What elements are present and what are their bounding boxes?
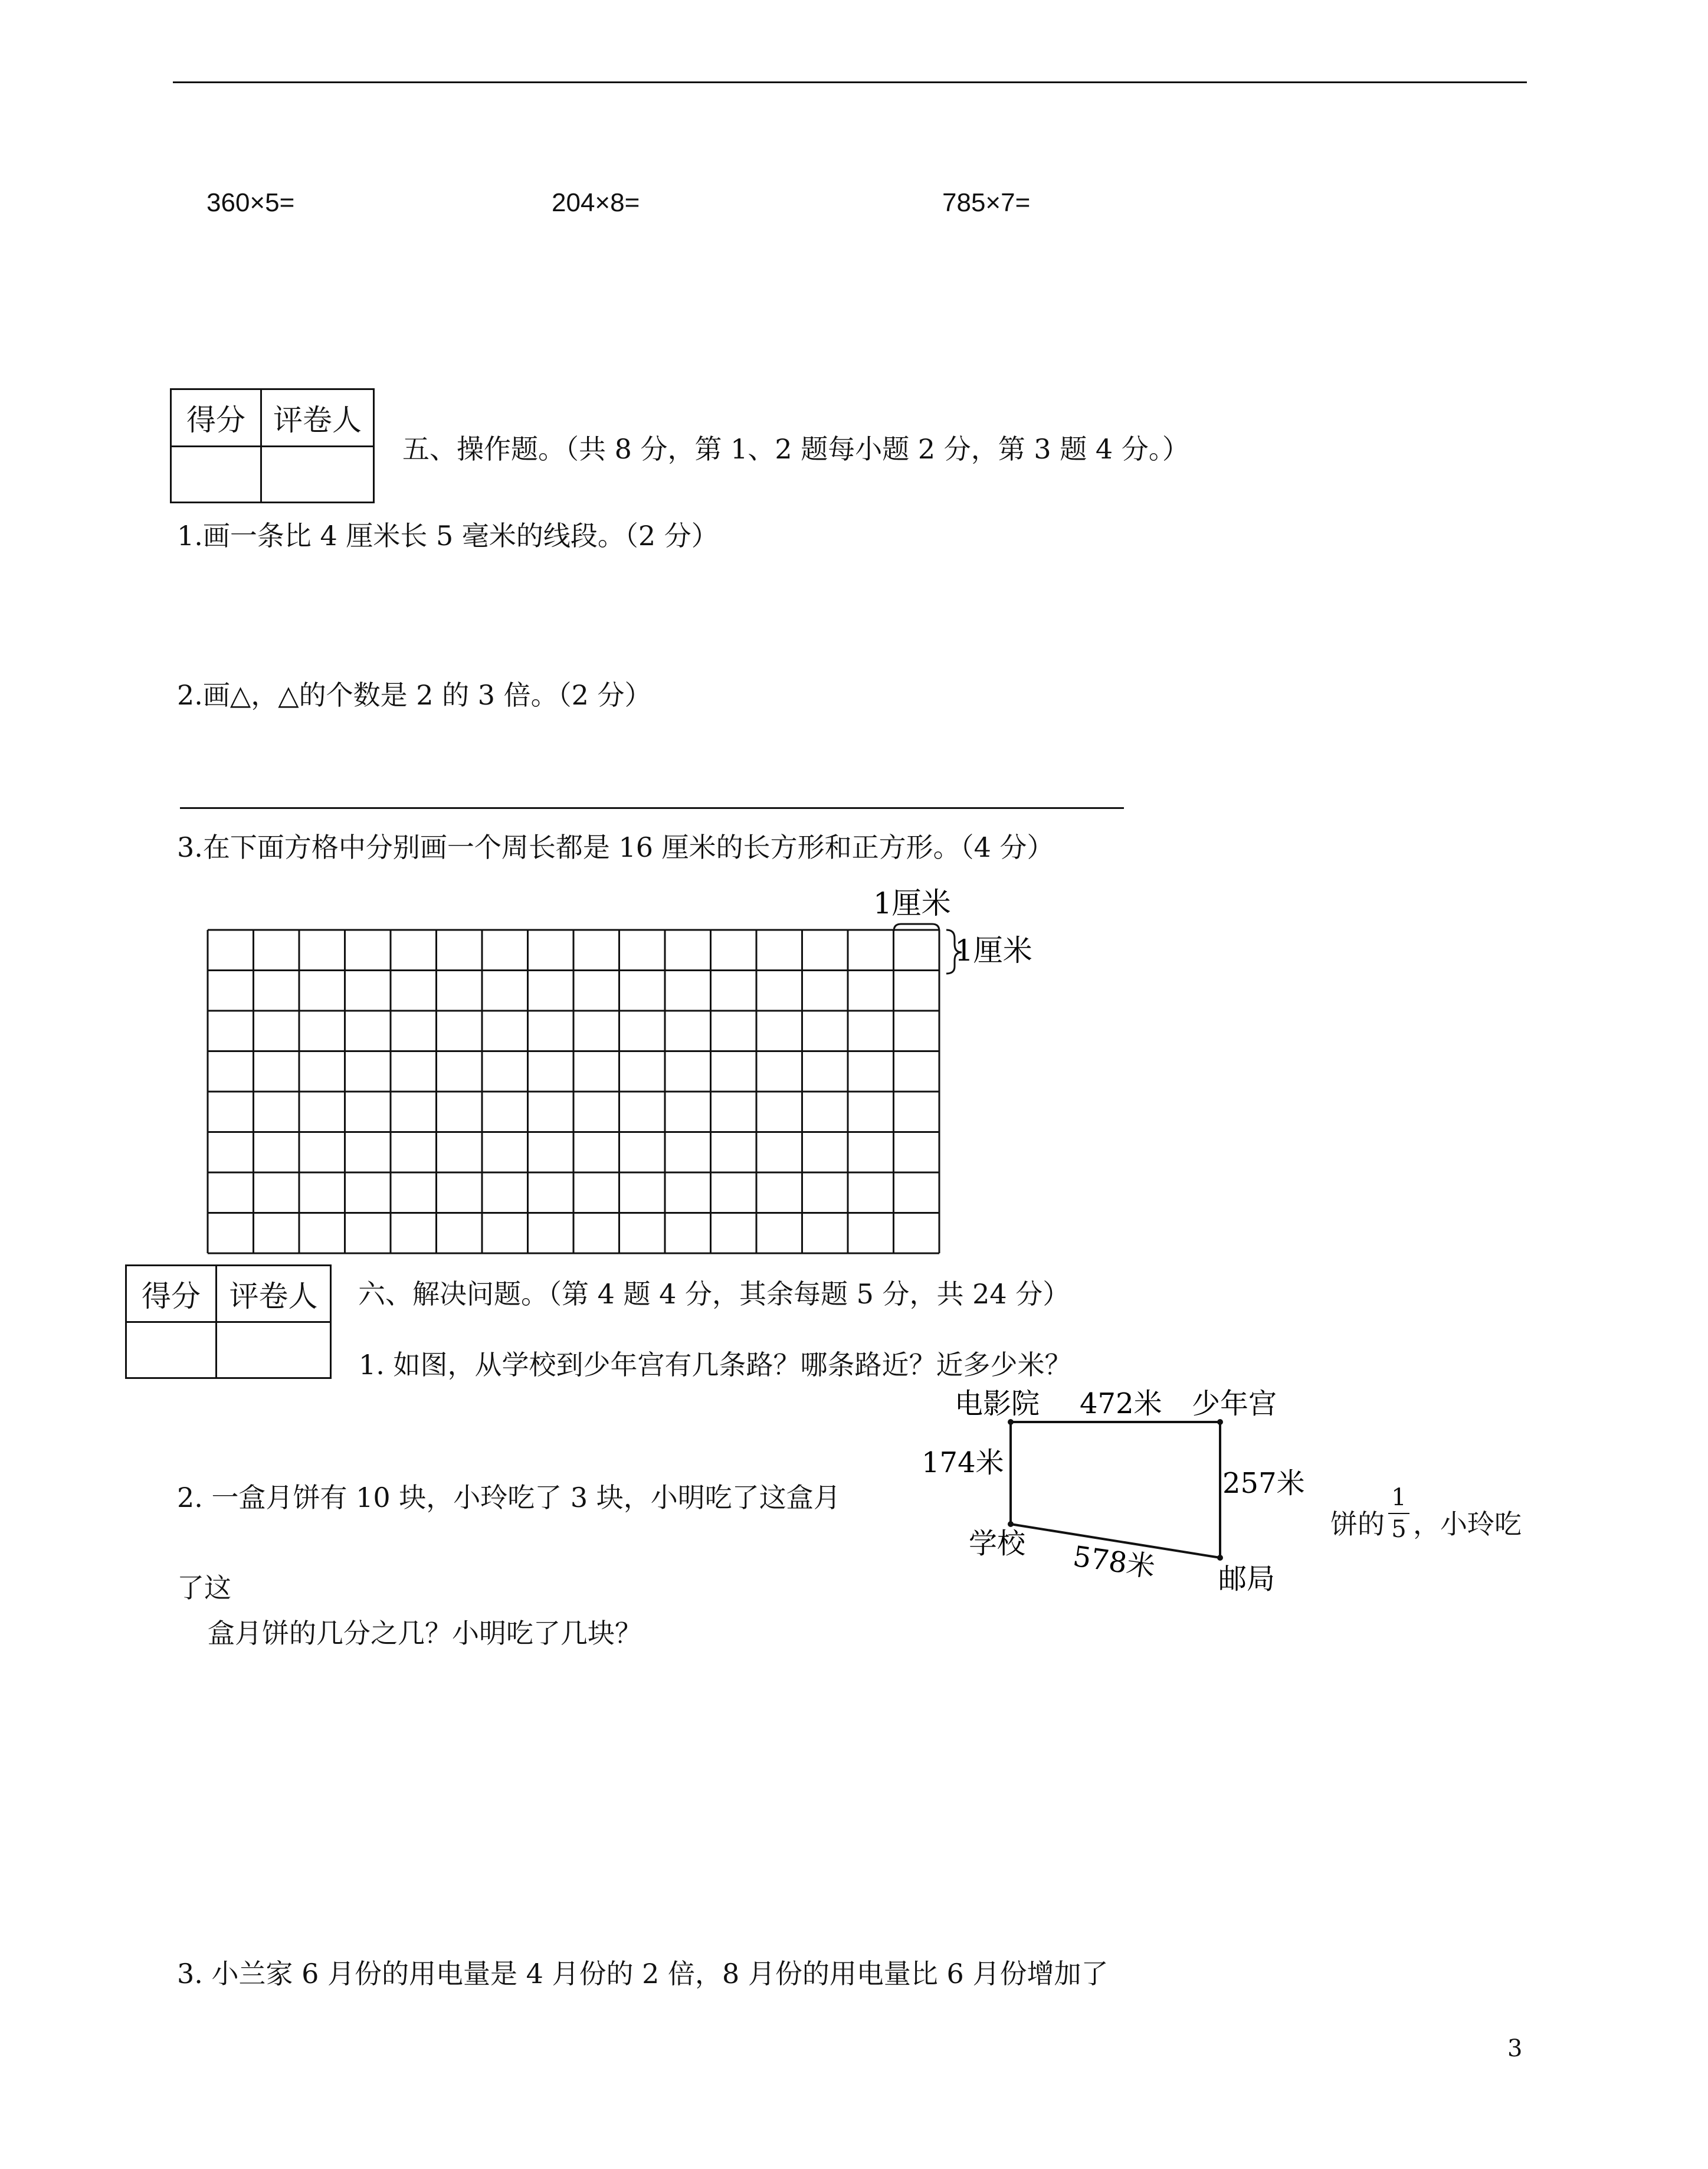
question-5-1: 1.画一条比 4 厘米长 5 毫米的线段。（2 分） xyxy=(177,520,719,552)
score-cell[interactable] xyxy=(126,1322,217,1378)
fraction-denominator: 5 xyxy=(1391,1516,1407,1543)
route-quadrilateral xyxy=(1011,1422,1220,1558)
score-box xyxy=(125,1264,332,1379)
question-6-3: 3. 小兰家 6 月份的用电量是 4 月份的 2 倍，8 月份的用电量比 6 月份增加了 xyxy=(177,1958,1109,1990)
calc-item: 360×5= xyxy=(206,188,295,217)
question-5-2: 2.画△，△的个数是 2 的 3 倍。（2 分） xyxy=(177,679,652,711)
distance-right: 257米 xyxy=(1222,1467,1305,1500)
question-6-1: 1. 如图，从学校到少年宫有几条路？哪条路近？近多少米？ xyxy=(359,1349,1072,1381)
grader-label: 评卷人 xyxy=(217,1266,331,1322)
page-number: 3 xyxy=(1507,2035,1523,2062)
section-5-heading: 五、操作题。（共 8 分，第 1、2 题每小题 2 分，第 3 题 4 分。） xyxy=(402,433,1189,465)
top-rule xyxy=(173,81,1527,83)
school-point xyxy=(1008,1521,1014,1527)
calc-item: 204×8= xyxy=(552,188,640,217)
question-5-3: 3.在下面方格中分别画一个周长都是 16 厘米的长方形和正方形。（4 分） xyxy=(177,831,1054,863)
cinema-label: 电影院 xyxy=(955,1387,1040,1420)
grader-cell[interactable] xyxy=(217,1322,331,1378)
question-6-2-cont: 了这 xyxy=(177,1572,231,1604)
distance-left: 174米 xyxy=(922,1446,1004,1479)
route-map xyxy=(920,1381,1333,1605)
unit-label-top: 1厘米 xyxy=(873,886,951,920)
school-label: 学校 xyxy=(969,1527,1026,1560)
question-6-2: 2. 一盒月饼有 10 块，小玲吃了 3 块，小明吃了这盒月 xyxy=(177,1482,841,1513)
calc-item: 785×7= xyxy=(942,188,1031,217)
youth-palace-label: 少年宫 xyxy=(1192,1387,1277,1420)
score-cell[interactable] xyxy=(171,447,261,503)
answer-line xyxy=(180,807,1124,809)
score-label: 得分 xyxy=(126,1266,217,1322)
post-office-label: 邮局 xyxy=(1218,1562,1276,1595)
unit-label-right: 1厘米 xyxy=(955,933,1032,968)
fraction-one-fifth xyxy=(1388,1486,1409,1541)
score-box xyxy=(170,388,375,503)
score-label: 得分 xyxy=(171,389,261,447)
question-6-2-cont: ，小玲吃 xyxy=(1413,1508,1522,1540)
question-6-2-cont: 盒月饼的几分之几？小明吃了几块？ xyxy=(208,1617,642,1649)
square-grid[interactable] xyxy=(201,885,1086,1263)
fraction-numerator: 1 xyxy=(1391,1484,1407,1511)
grader-cell[interactable] xyxy=(261,447,374,503)
fraction-bar xyxy=(1388,1513,1409,1514)
section-6-heading: 六、解决问题。（第 4 题 4 分，其余每题 5 分，共 24 分） xyxy=(358,1278,1070,1310)
distance-bottom: 578米 xyxy=(1071,1539,1158,1584)
grader-label: 评卷人 xyxy=(261,389,374,447)
question-6-2-cont: 饼的 xyxy=(1330,1508,1385,1540)
post-office-point xyxy=(1217,1555,1223,1561)
distance-top: 472米 xyxy=(1080,1387,1162,1420)
